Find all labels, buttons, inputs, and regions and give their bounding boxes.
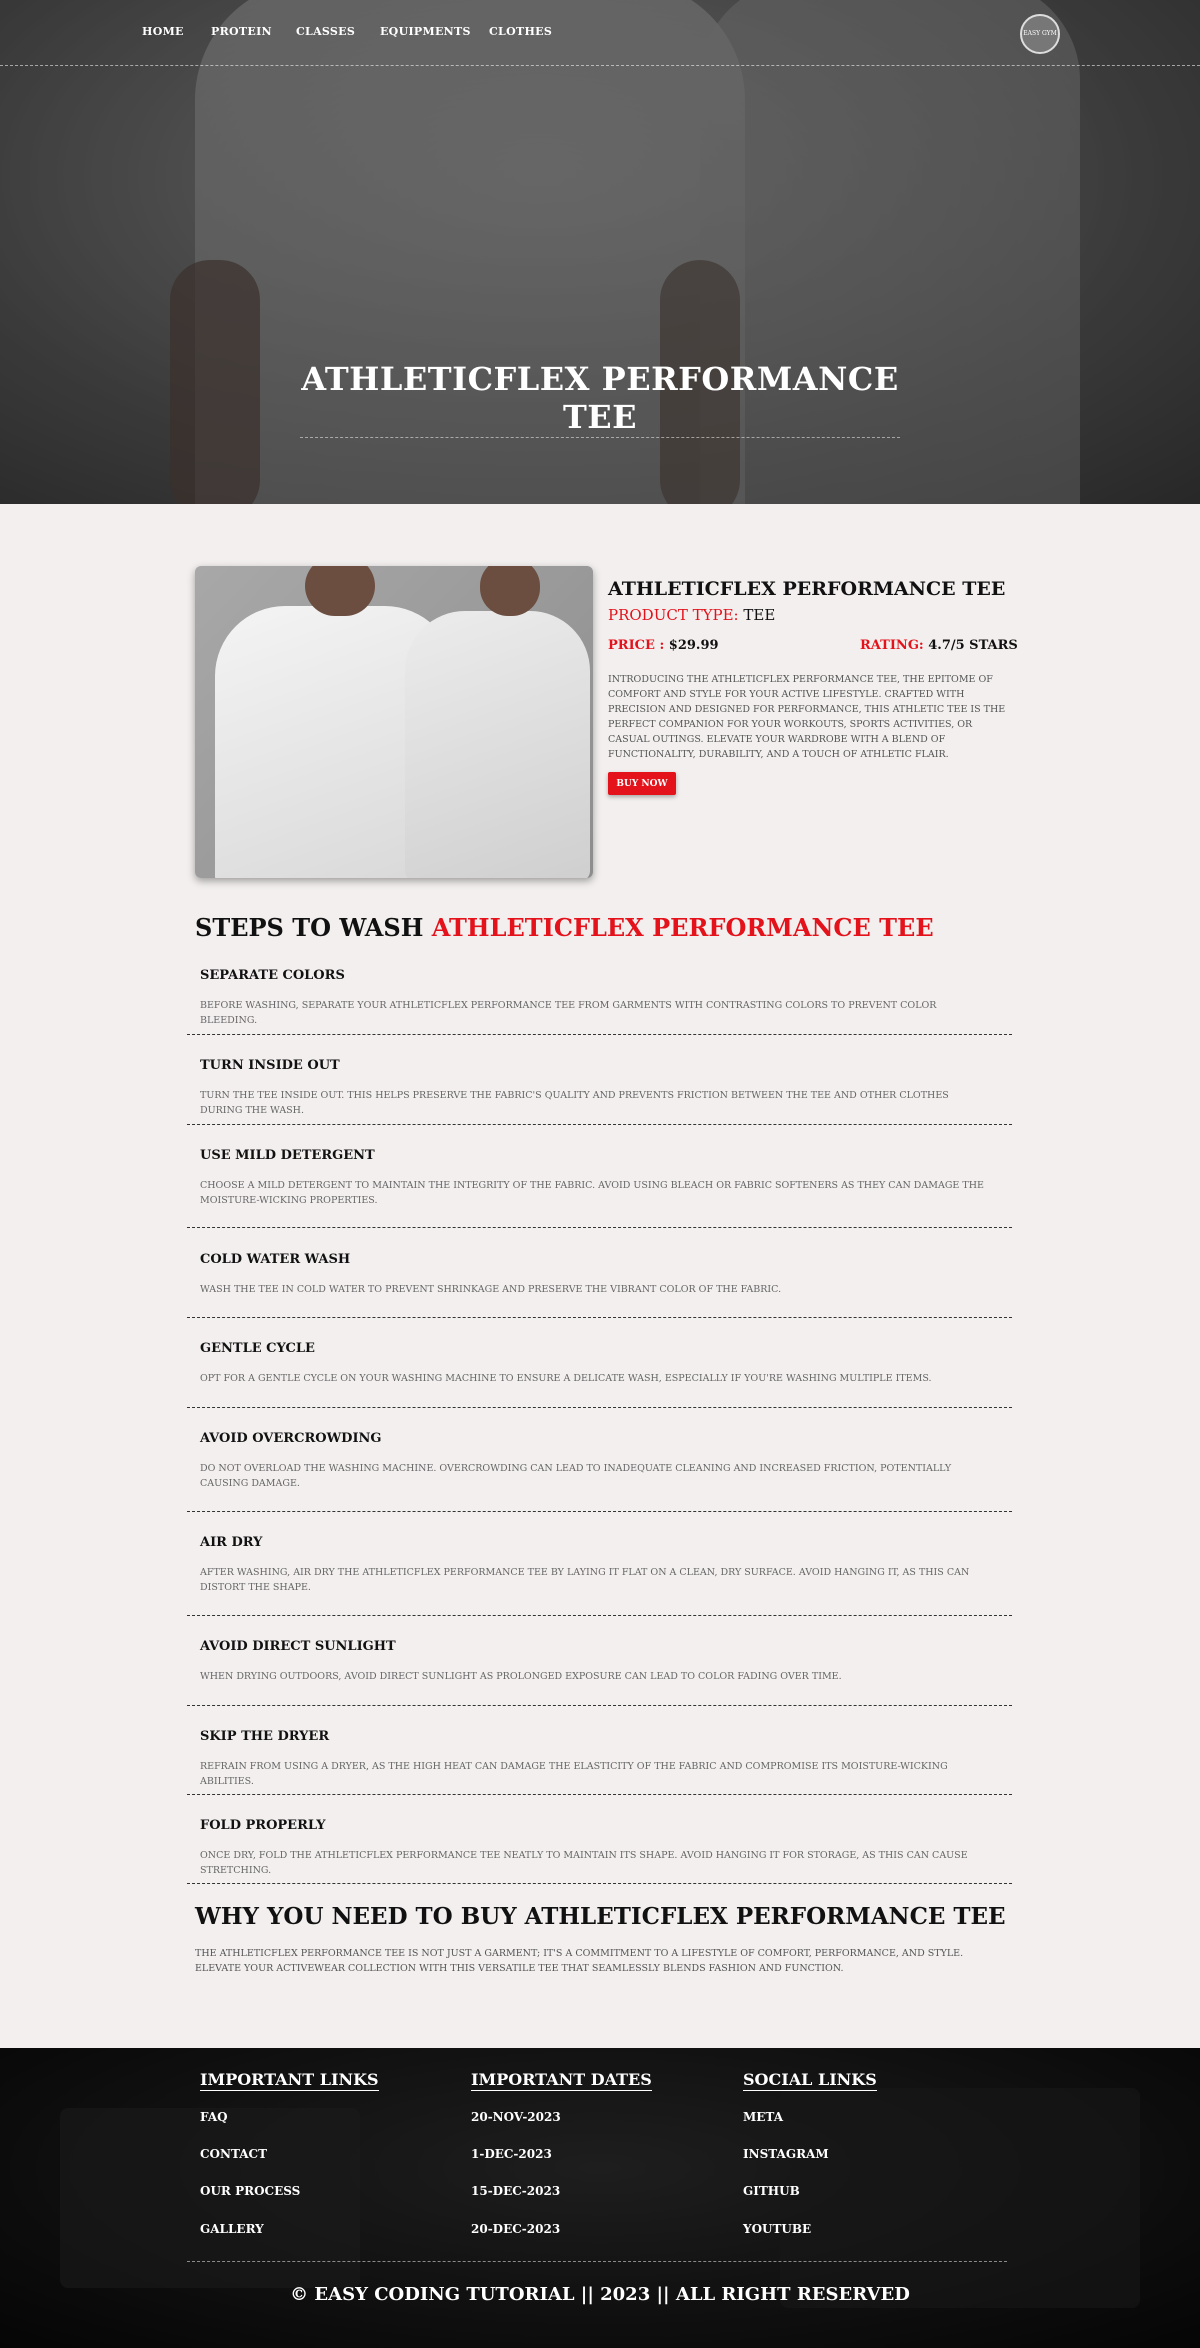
footer-col-title-social: SOCIAL LINKS bbox=[743, 2070, 877, 2089]
hero-divider bbox=[300, 437, 900, 438]
step-item bbox=[187, 1535, 1012, 1616]
footer-col-title-links: IMPORTANT LINKS bbox=[200, 2070, 379, 2089]
nav-item-protein[interactable]: PROTEIN bbox=[211, 25, 272, 38]
gym-logo[interactable]: EASY GYM bbox=[1020, 14, 1060, 54]
product-rating bbox=[860, 638, 1018, 653]
step-title: SKIP THE DRYER bbox=[200, 1729, 330, 1744]
product-type bbox=[608, 606, 775, 624]
step-description: TURN THE TEE INSIDE OUT. THIS HELPS PRESERVE THE FABRIC'S QUALITY AND PREVENTS FRICTION BETWEEN THE TEE AND OTHER CLOTHES DURING THE WASH. bbox=[200, 1090, 949, 1116]
product-image bbox=[195, 566, 593, 878]
step-item bbox=[187, 1058, 1012, 1125]
step-item bbox=[187, 1729, 1012, 1795]
model-image-2 bbox=[480, 566, 540, 616]
footer-link-gallery[interactable]: GALLERY bbox=[200, 2222, 264, 2236]
step-item bbox=[187, 1341, 1012, 1408]
step-description: WHEN DRYING OUTDOORS, AVOID DIRECT SUNLIGHT AS PROLONGED EXPOSURE CAN LEAD TO COLOR FADING OVER TIME. bbox=[200, 1671, 842, 1682]
footer-date-item[interactable]: 20-DEC-2023 bbox=[471, 2222, 561, 2236]
step-description: AFTER WASHING, AIR DRY THE ATHLETICFLEX PERFORMANCE TEE BY LAYING IT FLAT ON A CLEAN, DRY SURFACE. AVOID HANGING IT, AS THIS CAN DISTORT THE SHAPE. bbox=[200, 1567, 970, 1593]
gym-background-image-2 bbox=[780, 2088, 1140, 2308]
steps-heading-highlight: ATHLETICFLEX PERFORMANCE TEE bbox=[431, 913, 934, 942]
step-title: FOLD PROPERLY bbox=[200, 1818, 326, 1833]
footer-link-faq[interactable]: FAQ bbox=[200, 2110, 228, 2124]
top-navigation bbox=[0, 0, 1200, 66]
step-item bbox=[187, 1148, 1012, 1228]
footer-social-youtube[interactable]: YOUTUBE bbox=[743, 2222, 812, 2236]
copyright-text: © EASY CODING TUTORIAL || 2023 || ALL RIGHT RESERVED bbox=[290, 2284, 910, 2305]
footer-date-item[interactable]: 20-NOV-2023 bbox=[471, 2110, 561, 2124]
step-title: AVOID OVERCROWDING bbox=[200, 1431, 382, 1446]
footer-social-instagram[interactable]: INSTAGRAM bbox=[743, 2147, 829, 2161]
footer bbox=[0, 2048, 1200, 2348]
step-item bbox=[187, 1639, 1012, 1706]
rating-label: RATING: bbox=[860, 638, 924, 653]
step-title: COLD WATER WASH bbox=[200, 1252, 351, 1267]
steps-heading-prefix: STEPS TO WASH bbox=[195, 913, 424, 942]
why-description: THE ATHLETICFLEX PERFORMANCE TEE IS NOT JUST A GARMENT; IT'S A COMMITMENT TO A LIFESTYLE OF COMFORT, PERFORMANCE, AND STYLE. ELEVATE YOUR ACTIVEWEAR COLLECTION WITH THIS VERSATILE TEE THAT SEAMLESSLY BLENDS FASHION AND FUNCTION. bbox=[195, 1948, 964, 1974]
step-title: AVOID DIRECT SUNLIGHT bbox=[200, 1639, 396, 1654]
step-description: DO NOT OVERLOAD THE WASHING MACHINE. OVERCROWDING CAN LEAD TO INADEQUATE CLEANING AND INCREASED FRICTION, POTENTIALLY CAUSING DAMAGE. bbox=[200, 1463, 952, 1489]
rating-value: 4.7/5 STARS bbox=[928, 638, 1018, 653]
footer-social-meta[interactable]: META bbox=[743, 2110, 784, 2124]
step-title: TURN INSIDE OUT bbox=[200, 1058, 340, 1073]
nav-item-classes[interactable]: CLASSES bbox=[296, 25, 356, 38]
why-heading: WHY YOU NEED TO BUY ATHLETICFLEX PERFORMANCE TEE bbox=[195, 1903, 1006, 1930]
step-description: REFRAIN FROM USING A DRYER, AS THE HIGH HEAT CAN DAMAGE THE ELASTICITY OF THE FABRIC AND COMPROMISE ITS MOISTURE-WICKING ABILITIES. bbox=[200, 1761, 948, 1787]
step-title: SEPARATE COLORS bbox=[200, 968, 345, 983]
product-price bbox=[608, 638, 719, 653]
nav-item-home[interactable]: HOME bbox=[142, 25, 184, 38]
footer-link-contact[interactable]: CONTACT bbox=[200, 2147, 268, 2161]
step-title: USE MILD DETERGENT bbox=[200, 1148, 375, 1163]
step-description: CHOOSE A MILD DETERGENT TO MAINTAIN THE INTEGRITY OF THE FABRIC. AVOID USING BLEACH OR FABRIC SOFTENERS AS THEY CAN DAMAGE THE MOISTURE-WICKING PROPERTIES. bbox=[200, 1180, 984, 1206]
product-title: ATHLETICFLEX PERFORMANCE TEE bbox=[608, 578, 1006, 600]
footer-divider bbox=[187, 2261, 1007, 2262]
step-description: WASH THE TEE IN COLD WATER TO PREVENT SHRINKAGE AND PRESERVE THE VIBRANT COLOR OF THE FABRIC. bbox=[200, 1284, 782, 1295]
footer-date-item[interactable]: 15-DEC-2023 bbox=[471, 2184, 561, 2198]
footer-col-title-dates: IMPORTANT DATES bbox=[471, 2070, 652, 2089]
product-type-value: TEE bbox=[743, 606, 776, 624]
price-label: PRICE : bbox=[608, 638, 665, 653]
nav-item-clothes[interactable]: CLOTHES bbox=[489, 25, 553, 38]
step-item bbox=[187, 1431, 1012, 1512]
step-description: OPT FOR A GENTLE CYCLE ON YOUR WASHING MACHINE TO ENSURE A DELICATE WASH, ESPECIALLY IF YOU'RE WASHING MULTIPLE ITEMS. bbox=[200, 1373, 932, 1384]
steps-heading bbox=[195, 913, 934, 942]
product-type-label: PRODUCT TYPE: bbox=[608, 606, 739, 624]
step-item bbox=[187, 1818, 1012, 1884]
nav-item-equipments[interactable]: EQUIPMENTS bbox=[380, 25, 471, 38]
hero-banner bbox=[0, 0, 1200, 504]
step-item bbox=[187, 968, 1012, 1035]
step-title: GENTLE CYCLE bbox=[200, 1341, 315, 1356]
footer-date-item[interactable]: 1-DEC-2023 bbox=[471, 2147, 552, 2161]
model-image bbox=[305, 566, 375, 616]
step-item bbox=[187, 1252, 1012, 1318]
step-title: AIR DRY bbox=[200, 1535, 263, 1550]
footer-link-our-process[interactable]: OUR PROCESS bbox=[200, 2184, 301, 2198]
product-description: INTRODUCING THE ATHLETICFLEX PERFORMANCE TEE, THE EPITOME OF COMFORT AND STYLE FOR YOUR ACTIVE LIFESTYLE. CRAFTED WITH PRECISION AND DESIGNED FOR PERFORMANCE, THIS ATHLETIC TEE IS THE PERFECT COMPANION FOR YOUR WORKOUTS, SPORTS ACTIVITIES, OR CASUAL OUTINGS. ELEVATE YOUR WARDROBE WITH A BLEND OF FUNCTIONALITY, DURABILITY, AND A TOUCH OF ATHLETIC FLAIR. bbox=[608, 674, 1006, 760]
buy-now-button[interactable]: BUY NOW bbox=[608, 772, 676, 795]
hero-title: ATHLETICFLEX PERFORMANCE TEE bbox=[301, 360, 899, 436]
step-description: BEFORE WASHING, SEPARATE YOUR ATHLETICFLEX PERFORMANCE TEE FROM GARMENTS WITH CONTRASTING COLORS TO PREVENT COLOR BLEEDING. bbox=[200, 1000, 937, 1026]
footer-social-github[interactable]: GITHUB bbox=[743, 2184, 800, 2198]
price-value: $29.99 bbox=[668, 638, 719, 653]
step-description: ONCE DRY, FOLD THE ATHLETICFLEX PERFORMANCE TEE NEATLY TO MAINTAIN ITS SHAPE. AVOID HANGING IT FOR STORAGE, AS THIS CAN CAUSE STRETCHING. bbox=[200, 1850, 968, 1876]
tshirt-image-2 bbox=[405, 611, 590, 878]
